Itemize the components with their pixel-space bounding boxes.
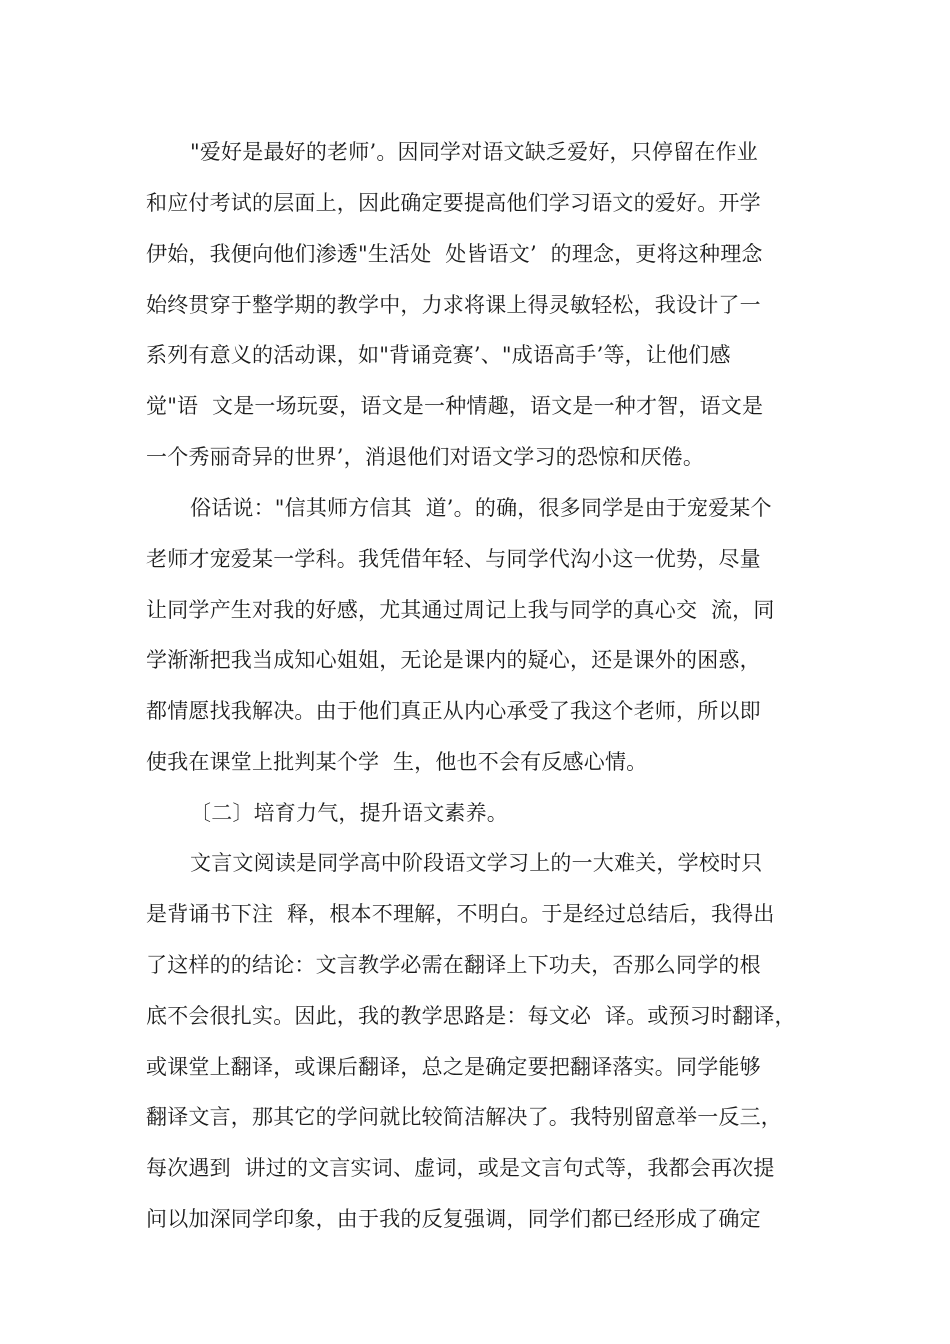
text-line: 了这样的的结论：文言教学必需在翻译上下功夫，否那么同学的根	[146, 953, 761, 977]
text-line: 都情愿找我解决。由于他们真正从内心承受了我这个老师，所以即	[146, 699, 761, 723]
text-line: 和应付考试的层面上，因此确定要提高他们学习语文的爱好。开学	[146, 191, 761, 215]
text-line: 始终贯穿于整学期的教学中，力求将课上得灵敏轻松，我设计了一	[146, 293, 761, 317]
text-line: 是背诵书下注 释，根本不理解，不明白。于是经过总结后，我得出	[146, 902, 775, 926]
text-line: 伊始，我便向他们渗透"生活处 处皆语文’ 的理念，更将这种理念	[146, 242, 763, 266]
text-line: 翻译文言，那其它的学问就比较简洁解决了。我特别留意举一反三，	[146, 1105, 782, 1129]
text-line: 学渐渐把我当成知心姐姐，无论是课内的疑心，还是课外的困惑，	[146, 648, 761, 672]
text-line: 问以加深同学印象，由于我的反复强调，同学们都已经形成了确定	[146, 1207, 761, 1231]
text-line: 俗话说："信其师方信其 道’。的确，很多同学是由于宠爱某个	[190, 496, 772, 520]
text-line: 系列有意义的活动课，如"背诵竞赛’、"成语高手’等，让他们感	[146, 343, 731, 367]
text-line: 让同学产生对我的好感，尤其通过周记上我与同学的真心交 流，同	[146, 598, 775, 622]
text-line: "爱好是最好的老师’。因同学对语文缺乏爱好，只停留在作业	[190, 140, 758, 164]
text-line: 或课堂上翻译，或课后翻译，总之是确定要把翻译落实。同学能够	[146, 1055, 761, 1079]
text-line: 使我在课堂上批判某个学 生，他也不会有反感心情。	[146, 750, 648, 774]
section-heading: 〔二〕培育力气，提升语文素养。	[190, 801, 508, 825]
text-line: 底不会很扎实。因此，我的教学思路是：每文必 译。或预习时翻译，	[146, 1004, 796, 1028]
text-line: 一个秀丽奇异的世界’，消退他们对语文学习的恐惊和厌倦。	[146, 445, 705, 469]
text-line: 文言文阅读是同学高中阶段语文学习上的一大难关，学校时只	[190, 851, 763, 875]
text-line: 老师才宠爱某一学科。我凭借年轻、与同学代沟小这一优势，尽量	[146, 547, 761, 571]
text-line: 觉"语 文是一场玩耍，语文是一种情趣，语文是一种才智，语文是	[146, 394, 764, 418]
text-line: 每次遇到 讲过的文言实词、虚词，或是文言句式等，我都会再次提	[146, 1156, 775, 1180]
